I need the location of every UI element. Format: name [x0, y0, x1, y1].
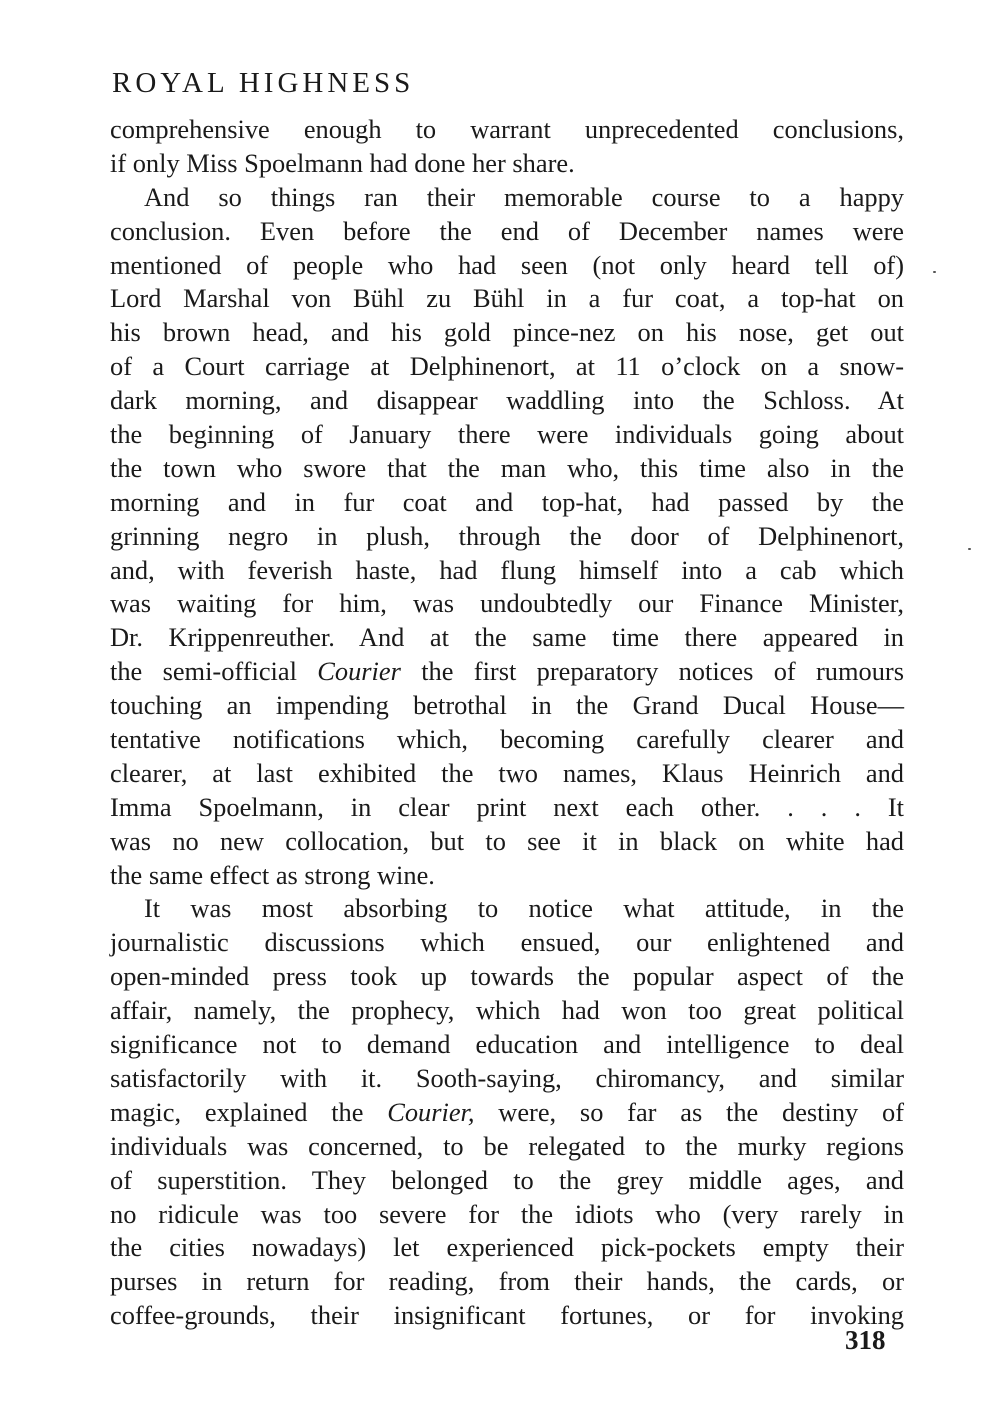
- text-line: purses in return for reading, from their hands, the cards, or: [110, 1266, 904, 1297]
- text-line: was waiting for him, was undoubtedly our Finance Minister,: [110, 588, 904, 619]
- text-line: comprehensive enough to warrant unprecedented conclusions,: [110, 114, 904, 144]
- text-line: satisfactorily with it. Sooth-saying, chiromancy, and similar: [110, 1062, 904, 1093]
- text-line: Lord Marshal von Bühl zu Bühl in a fur coat, a top-hat on: [110, 283, 904, 314]
- text-line: mentioned of people who had seen (not only heard tell of): [110, 249, 904, 280]
- text-line: significance not to demand education and intelligence to deal: [110, 1029, 904, 1060]
- text-line: morning and in fur coat and top-hat, had passed by the: [110, 486, 904, 517]
- text-line: coffee-grounds, their insignificant fortunes, or for invoking: [110, 1300, 904, 1331]
- text-line: individuals was concerned, to be relegated to the murky regions: [110, 1130, 904, 1161]
- text-line: Dr. Krippenreuther. And at the same time there appeared in: [110, 622, 904, 653]
- text-line: journalistic discussions which ensued, our enlightened and: [110, 927, 904, 958]
- text-line: conclusion. Even before the end of December names were: [110, 215, 904, 246]
- text-line: was no new collocation, but to see it in black on white had: [110, 825, 904, 856]
- text-line: the town who swore that the man who, this time also in the: [110, 452, 904, 483]
- text-line-with-italic: [110, 655, 904, 689]
- paragraph-start-line: And so things ran their memorable course to a happy: [144, 181, 904, 212]
- text-line: the beginning of January there were individuals going about: [110, 419, 904, 450]
- paragraph-start-line: It was most absorbing to notice what attitude, in the: [144, 893, 904, 924]
- body-text: [110, 113, 904, 1333]
- text-line: touching an impending betrothal in the Grand Ducal House—: [110, 690, 904, 721]
- text-fragment: the semi-official: [110, 656, 297, 687]
- text-line: tentative notifications which, becoming carefully clearer and: [110, 724, 904, 755]
- text-fragment: the first preparatory notices of rumours: [421, 656, 904, 687]
- text-line: grinning negro in plush, through the door of Delphinenort,: [110, 520, 904, 551]
- scan-speck: [968, 548, 971, 550]
- italic-title-courier: Courier,: [387, 1096, 475, 1127]
- text-line: if only Miss Spoelmann had done her share.: [110, 147, 575, 178]
- text-line: open-minded press took up towards the popular aspect of the: [110, 961, 904, 992]
- running-title: ROYAL HIGHNESS: [112, 67, 415, 99]
- text-line: dark morning, and disappear waddling into the Schloss. At: [110, 385, 904, 416]
- italic-title-courier: Courier: [317, 656, 401, 687]
- scan-speck: [933, 271, 936, 273]
- text-line: the same effect as strong wine.: [110, 859, 435, 890]
- text-line: Imma Spoelmann, in clear print next each other. . . . It: [110, 791, 904, 822]
- text-line: the cities nowadays) let experienced pick-pockets empty their: [110, 1232, 904, 1263]
- text-line: and, with feverish haste, had flung himself into a cab which: [110, 554, 904, 585]
- text-line: his brown head, and his gold pince-nez on his nose, get out: [110, 317, 904, 348]
- text-line: affair, namely, the prophecy, which had won too great political: [110, 995, 904, 1026]
- text-line: of superstition. They belonged to the grey middle ages, and: [110, 1164, 904, 1195]
- text-line-with-italic: [110, 1096, 904, 1130]
- text-line: clearer, at last exhibited the two names, Klaus Heinrich and: [110, 757, 904, 788]
- page-number: 318: [845, 1325, 886, 1355]
- text-fragment: magic, explained the: [110, 1096, 364, 1127]
- text-line: of a Court carriage at Delphinenort, at 11 o’clock on a snow-: [110, 351, 904, 382]
- text-fragment: were, so far as the destiny of: [498, 1096, 904, 1127]
- text-line: no ridicule was too severe for the idiots who (very rarely in: [110, 1198, 904, 1229]
